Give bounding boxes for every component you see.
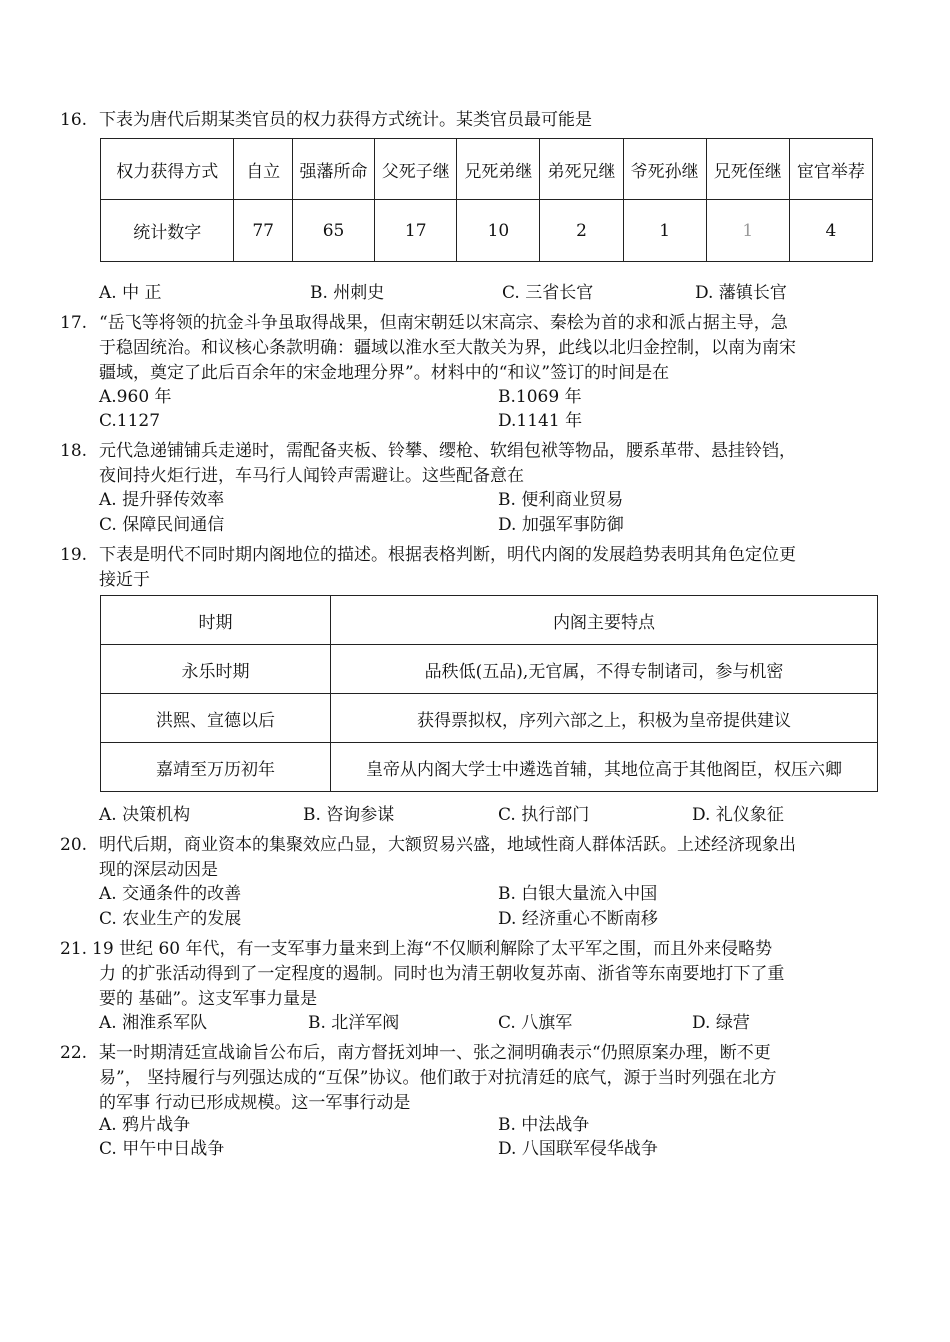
- q19-feature-cell: 皇帝从内阁大学士中遴选首辅，其地位高于其他阁臣，权压六卿: [331, 743, 878, 792]
- q21-stem-line: 要的 基础”。这支军事力量是: [99, 989, 318, 1009]
- q16-data-cell: 统计数字: [101, 200, 234, 262]
- q19-option-d[interactable]: D. 礼仪象征: [692, 805, 784, 825]
- q16-header-cell: 弟死兄继: [540, 139, 623, 200]
- q19-option-b[interactable]: B. 咨询参谋: [303, 805, 395, 825]
- q21-stem-line: 19 世纪 60 年代，有一支军事力量来到上海“不仅顺利解除了太平军之围，而且外来侵略势: [92, 939, 773, 959]
- q22-option-c[interactable]: C. 甲午中日战争: [99, 1139, 225, 1159]
- q16-data-cell: 1: [623, 200, 706, 262]
- q16-header-cell: 爷死孙继: [623, 139, 706, 200]
- q16-header-cell: 兄死弟继: [457, 139, 540, 200]
- q18-option-b[interactable]: B. 便利商业贸易: [498, 490, 624, 510]
- q16-table-data-row: [101, 200, 873, 262]
- q16-data-cell: 77: [234, 200, 293, 262]
- q17-option-b[interactable]: B.1069 年: [498, 387, 582, 407]
- q19-table-row: [101, 645, 878, 694]
- q16-option-d[interactable]: D. 藩镇长官: [695, 283, 787, 303]
- q16-stem: 下表为唐代后期某类官员的权力获得方式统计。某类官员最可能是: [99, 110, 592, 130]
- q20-stem-line: 现的深层动因是: [99, 860, 218, 880]
- q19-stem-line: 接近于: [99, 570, 150, 590]
- q20-number: 20.: [60, 835, 88, 855]
- q16-option-b[interactable]: B. 州刺史: [310, 283, 385, 303]
- q16-option-c[interactable]: C. 三省长官: [502, 283, 594, 303]
- q17-option-d[interactable]: D.1141 年: [498, 411, 583, 431]
- q18-option-a[interactable]: A. 提升驿传效率: [99, 490, 225, 510]
- q16-data-cell: 10: [457, 200, 540, 262]
- q16-data-cell: 1: [706, 200, 789, 262]
- q21-option-d[interactable]: D. 绿营: [692, 1013, 750, 1033]
- q22-option-b[interactable]: B. 中法战争: [498, 1115, 590, 1135]
- q21-option-b[interactable]: B. 北洋军阀: [308, 1013, 400, 1033]
- q21-option-c[interactable]: C. 八旗军: [498, 1013, 573, 1033]
- q19-table-header-row: [101, 596, 878, 645]
- q16-data-cell: 4: [789, 200, 872, 262]
- q16-table-header-row: [101, 139, 873, 200]
- q21-number: 21.: [60, 939, 88, 959]
- q19-header-cell: 时期: [101, 596, 331, 645]
- q22-number: 22.: [60, 1043, 88, 1063]
- q17-stem-line: 疆域，奠定了此后百余年的宋金地理分界”。材料中的“和议”签订的时间是在: [99, 363, 670, 383]
- q18-stem-line: 夜间持火炬行进，车马行人闻铃声需避让。这些配备意在: [99, 466, 524, 486]
- q20-stem-line: 明代后期，商业资本的集聚效应凸显，大额贸易兴盛，地域性商人群体活跃。上述经济现象出: [99, 835, 796, 855]
- q19-number: 19.: [60, 545, 88, 565]
- q16-header-cell: 宦官举荐: [789, 139, 872, 200]
- q16-header-cell: 权力获得方式: [101, 139, 234, 200]
- q16-table: [100, 138, 873, 262]
- q20-option-a[interactable]: A. 交通条件的改善: [99, 884, 242, 904]
- q18-option-c[interactable]: C. 保障民间通信: [99, 515, 225, 535]
- q18-stem-line: 元代急递铺铺兵走递时，需配备夹板、铃攀、缨枪、软绢包袱等物品，腰系革带、悬挂铃铛，: [99, 441, 796, 461]
- q17-number: 17.: [60, 313, 88, 333]
- q19-table-row: [101, 694, 878, 743]
- q19-table: [100, 595, 878, 792]
- q22-option-d[interactable]: D. 八国联军侵华战争: [498, 1139, 658, 1159]
- q19-stem-line: 下表是明代不同时期内阁地位的描述。根据表格判断，明代内阁的发展趋势表明其角色定位更: [99, 545, 796, 565]
- q19-period-cell: 洪熙、宣德以后: [101, 694, 331, 743]
- q22-stem-line: 的军事 行动已形成规模。这一军事行动是: [99, 1093, 411, 1113]
- q20-option-b[interactable]: B. 白银大量流入中国: [498, 884, 658, 904]
- q19-option-c[interactable]: C. 执行部门: [498, 805, 590, 825]
- q19-table-row: [101, 743, 878, 792]
- q19-feature-cell: 品秩低(五品),无官属，不得专制诸司，参与机密: [331, 645, 878, 694]
- q16-option-a[interactable]: A. 中 正: [99, 283, 162, 303]
- q19-period-cell: 嘉靖至万历初年: [101, 743, 331, 792]
- q18-option-d[interactable]: D. 加强军事防御: [498, 515, 624, 535]
- q19-period-cell: 永乐时期: [101, 645, 331, 694]
- q17-stem-line: “岳飞等将领的抗金斗争虽取得战果，但南宋朝廷以宋高宗、秦桧为首的求和派占据主导，急: [99, 313, 788, 333]
- q16-header-cell: 兄死侄继: [706, 139, 789, 200]
- q19-option-a[interactable]: A. 决策机构: [99, 805, 191, 825]
- q17-stem-line: 于稳固统治。和议核心条款明确：疆域以淮水至大散关为界，此线以北归金控制，以南为南宋: [99, 338, 796, 358]
- q22-stem-line: 某一时期清廷宣战谕旨公布后，南方督抚刘坤一、张之洞明确表示“仍照原案办理，断不更: [99, 1043, 771, 1063]
- q16-data-cell: 2: [540, 200, 623, 262]
- q22-option-a[interactable]: A. 鸦片战争: [99, 1115, 191, 1135]
- q16-header-cell: 强藩所命: [292, 139, 374, 200]
- q21-option-a[interactable]: A. 湘淮系军队: [99, 1013, 208, 1033]
- q17-option-a[interactable]: A.960 年: [99, 387, 172, 407]
- q19-feature-cell: 获得票拟权，序列六部之上，积极为皇帝提供建议: [331, 694, 878, 743]
- q20-option-c[interactable]: C. 农业生产的发展: [99, 909, 242, 929]
- q17-option-c[interactable]: C.1127: [99, 411, 161, 431]
- q19-header-cell: 内阁主要特点: [331, 596, 878, 645]
- q16-header-cell: 自立: [234, 139, 293, 200]
- q20-option-d[interactable]: D. 经济重心不断南移: [498, 909, 658, 929]
- q16-data-cell: 65: [292, 200, 374, 262]
- q16-data-cell: 17: [375, 200, 457, 262]
- q22-stem-line: 易”， 坚持履行与列强达成的“互保”协议。他们敢于对抗清廷的底气，源于当时列强在北方: [99, 1068, 777, 1088]
- q18-number: 18.: [60, 441, 88, 461]
- q16-header-cell: 父死子继: [375, 139, 457, 200]
- q21-stem-line: 力 的扩张活动得到了一定程度的遏制。同时也为清王朝收复苏南、浙省等东南要地打下了重: [99, 964, 785, 984]
- q16-number: 16.: [60, 110, 88, 130]
